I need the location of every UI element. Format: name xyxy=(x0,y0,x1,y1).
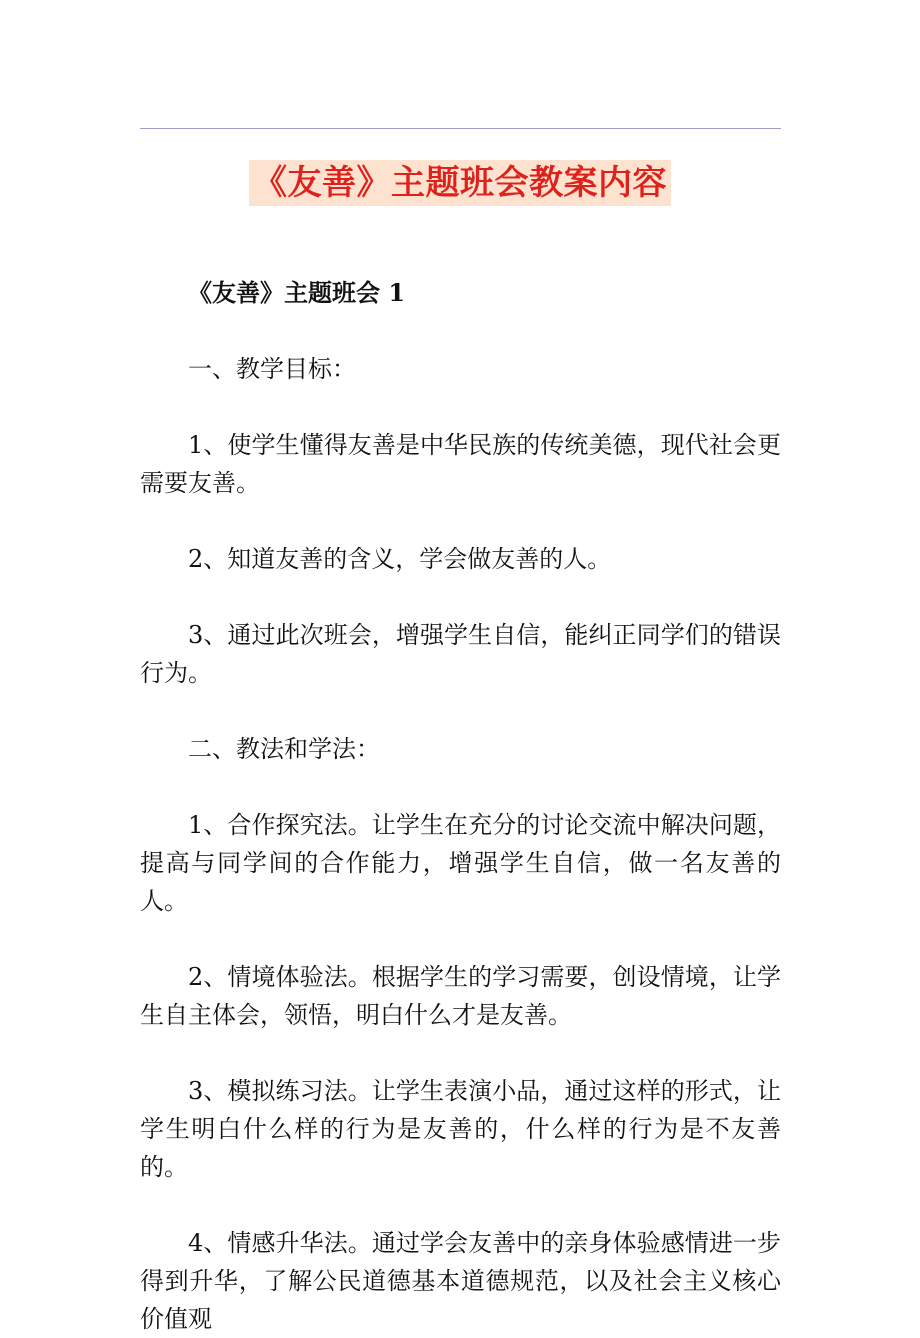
paragraph: 二、教法和学法： xyxy=(188,735,380,763)
paragraph: 2、知道友善的含义，学会做友善的人。 xyxy=(188,545,612,573)
paragraph: 4、情感升华法。通过学会友善中的亲身体验感情进一步得到升华，了解公民道德基本道德规范，以及社会主义核心价值观 xyxy=(140,1229,781,1333)
document-title: 《友善》主题班会教案内容 xyxy=(249,160,671,206)
paragraph: 一、教学目标： xyxy=(188,355,356,383)
paragraph: 1、合作探究法。让学生在充分的讨论交流中解决问题，提高与同学间的合作能力，增强学生自信，做一名友善的人。 xyxy=(140,811,781,915)
title-container xyxy=(0,160,920,206)
paragraph: 1、使学生懂得友善是中华民族的传统美德，现代社会更需要友善。 xyxy=(140,431,781,497)
paragraph: 2、情境体验法。根据学生的学习需要，创设情境，让学生自主体会，领悟，明白什么才是友善。 xyxy=(140,963,781,1029)
paragraph: 3、模拟练习法。让学生表演小品，通过这样的形式，让学生明白什么样的行为是友善的，什么样的行为是不友善的。 xyxy=(140,1077,781,1181)
paragraph: 3、通过此次班会，增强学生自信，能纠正同学们的错误行为。 xyxy=(140,621,781,687)
header-rule xyxy=(140,128,781,129)
section-subtitle: 《友善》主题班会 1 xyxy=(188,278,406,307)
document-body xyxy=(140,274,781,1338)
